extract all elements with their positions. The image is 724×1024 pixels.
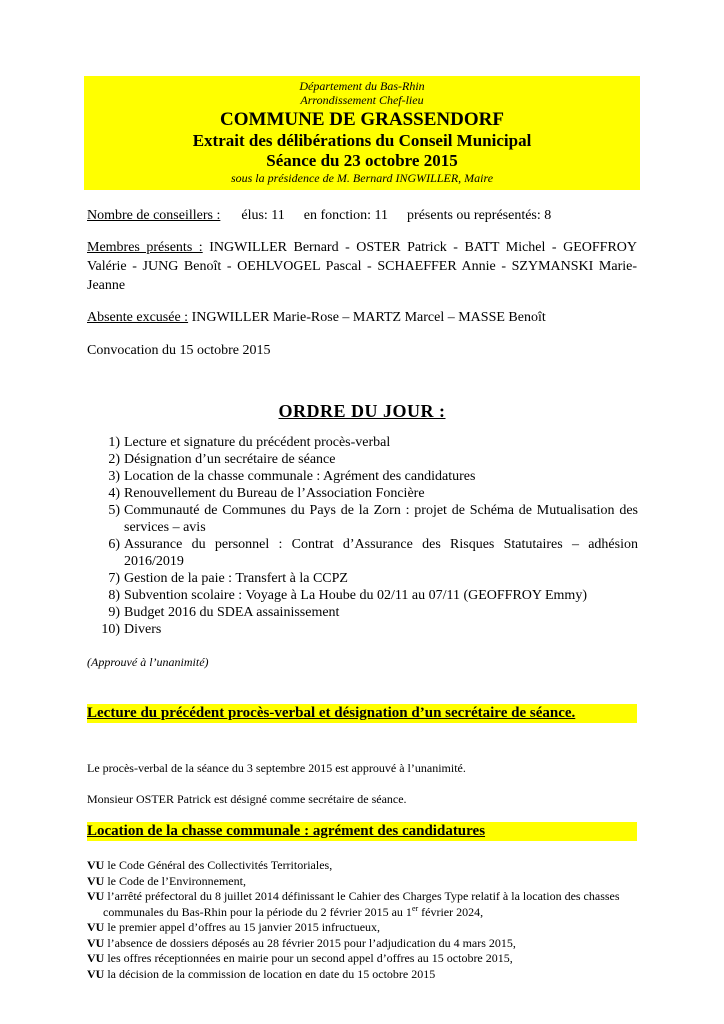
- agenda-item-number: 7): [108, 571, 120, 586]
- header-box: [84, 76, 640, 190]
- convocation: Convocation du 15 octobre 2015: [87, 343, 271, 358]
- conseillers-elus: élus: 11: [241, 208, 285, 223]
- absente-excusee-label: Absente excusée :: [87, 310, 189, 325]
- vu-text: l’arrêté préfectoral du 8 juillet 2014 définissant le Cahier des Charges Type relatif à la location des chasses communales du Bas-Rhin pour la période du 2 février 2015 au 1er février 2024,: [103, 889, 620, 919]
- extrait-title: Extrait des délibérations du Conseil Municipal: [192, 131, 532, 150]
- vu-item: [87, 889, 639, 920]
- agenda-item-number: 4): [108, 486, 120, 501]
- vu-label: VU: [87, 920, 105, 934]
- agenda-item: [100, 468, 638, 485]
- membres-presents: [87, 238, 637, 295]
- vu-label: VU: [87, 858, 105, 872]
- agenda-item-text: Subvention scolaire : Voyage à La Hoube du 02/11 au 07/11 (GEOFFROY Emmy): [124, 588, 587, 603]
- vu-item: [87, 920, 639, 936]
- section1-heading: Lecture du précédent procès-verbal et désignation d’un secrétaire de séance.: [87, 704, 637, 723]
- vu-label: VU: [87, 951, 105, 965]
- agenda-item: [100, 587, 638, 604]
- agenda-item-number: 5): [108, 503, 120, 518]
- agenda-item-text: Divers: [124, 622, 162, 637]
- absente-excusee-list: INGWILLER Marie-Rose – MARTZ Marcel – MASSE Benoît: [191, 310, 546, 325]
- membres-presents-label: Membres présents :: [87, 240, 203, 255]
- agenda-item: [100, 536, 638, 570]
- conseillers-label: Nombre de conseillers :: [87, 208, 221, 223]
- agenda-item-text: Location de la chasse communale : Agrément des candidatures: [124, 469, 476, 484]
- vu-label: VU: [87, 889, 105, 903]
- section1-para2: Monsieur OSTER Patrick est désigné comme secrétaire de séance.: [87, 792, 407, 806]
- absente-excusee: [87, 308, 637, 327]
- conseillers-line: [87, 206, 637, 225]
- section2-heading: Location de la chasse communale : agrément des candidatures: [87, 822, 637, 841]
- agenda-item: [100, 485, 638, 502]
- agenda-item-number: 6): [108, 537, 120, 552]
- presidence: sous la présidence de M. Bernard INGWILLER, Maire: [230, 171, 494, 185]
- agenda-item-number: 2): [108, 452, 120, 467]
- agenda-item-number: 1): [108, 435, 120, 450]
- departement: Département du Bas-Rhin: [299, 79, 425, 93]
- arrondissement: Arrondissement Chef-lieu: [300, 93, 424, 107]
- seance-title: Séance du 23 octobre 2015: [266, 151, 458, 170]
- agenda-item-number: 3): [108, 469, 120, 484]
- agenda-item: [100, 604, 638, 621]
- conseillers-en-fonction: en fonction: 11: [303, 208, 389, 223]
- agenda-item: [100, 502, 638, 536]
- agenda-item-text: Lecture et signature du précédent procès-verbal: [124, 435, 391, 450]
- vu-item: [87, 936, 639, 952]
- vu-text: l’absence de dossiers déposés au 28 février 2015 pour l’adjudication du 4 mars 2015,: [104, 935, 516, 950]
- agenda-item-text: Désignation d’un secrétaire de séance: [124, 452, 336, 467]
- vu-item: [87, 967, 639, 983]
- vu-item: [87, 951, 639, 967]
- conseillers-presents: présents ou représentés: 8: [407, 208, 552, 223]
- vu-text: les offres réceptionnées en mairie pour un second appel d’offres au 15 octobre 2015,: [104, 951, 513, 965]
- agenda-item: [100, 451, 638, 468]
- agenda-item-text: Communauté de Communes du Pays de la Zorn : projet de Schéma de Mutualisation des services – avis: [124, 503, 638, 535]
- vu-text: la décision de la commission de location en date du 15 octobre 2015: [104, 966, 436, 981]
- agenda-item-number: 9): [108, 605, 120, 620]
- agenda-item-number: 8): [108, 588, 120, 603]
- agenda-item-number: 10): [101, 622, 120, 637]
- agenda-item-text: Assurance du personnel : Contrat d’Assurance des Risques Statutaires – adhésion 2016/2019: [124, 537, 638, 569]
- vu-text: le Code de l’Environnement,: [104, 873, 246, 888]
- agenda-list: [100, 434, 638, 638]
- agenda-item-text: Renouvellement du Bureau de l’Association Foncière: [124, 486, 425, 501]
- vu-label: VU: [87, 873, 105, 888]
- vu-list: [87, 858, 639, 982]
- agenda-item: [100, 621, 638, 638]
- approval-note: (Approuvé à l’unanimité): [87, 655, 209, 669]
- agenda-item: [100, 434, 638, 451]
- ordre-du-jour-title: ORDRE DU JOUR :: [278, 401, 446, 421]
- agenda-item-text: Budget 2016 du SDEA assainissement: [124, 605, 340, 620]
- agenda-item: [100, 570, 638, 587]
- vu-text: le premier appel d’offres au 15 janvier 2015 infructueux,: [104, 920, 381, 934]
- membres-presents-list: INGWILLER Bernard - OSTER Patrick - BATT Michel - GEOFFROY Valérie - JUNG Benoît - OEHLVOGEL Pascal - SCHAEFFER Annie - SZYMANSKI Marie-Jeanne: [87, 240, 637, 293]
- section1-para1: Le procès-verbal de la séance du 3 septembre 2015 est approuvé à l’unanimité.: [87, 761, 466, 775]
- commune-title: COMMUNE DE GRASSENDORF: [220, 109, 504, 130]
- vu-item: [87, 874, 639, 890]
- agenda-item-text: Gestion de la paie : Transfert à la CCPZ: [124, 571, 348, 586]
- vu-text: le Code Général des Collectivités Territoriales,: [104, 858, 333, 872]
- vu-item: [87, 858, 639, 874]
- vu-label: VU: [87, 935, 105, 950]
- vu-label: VU: [87, 966, 105, 981]
